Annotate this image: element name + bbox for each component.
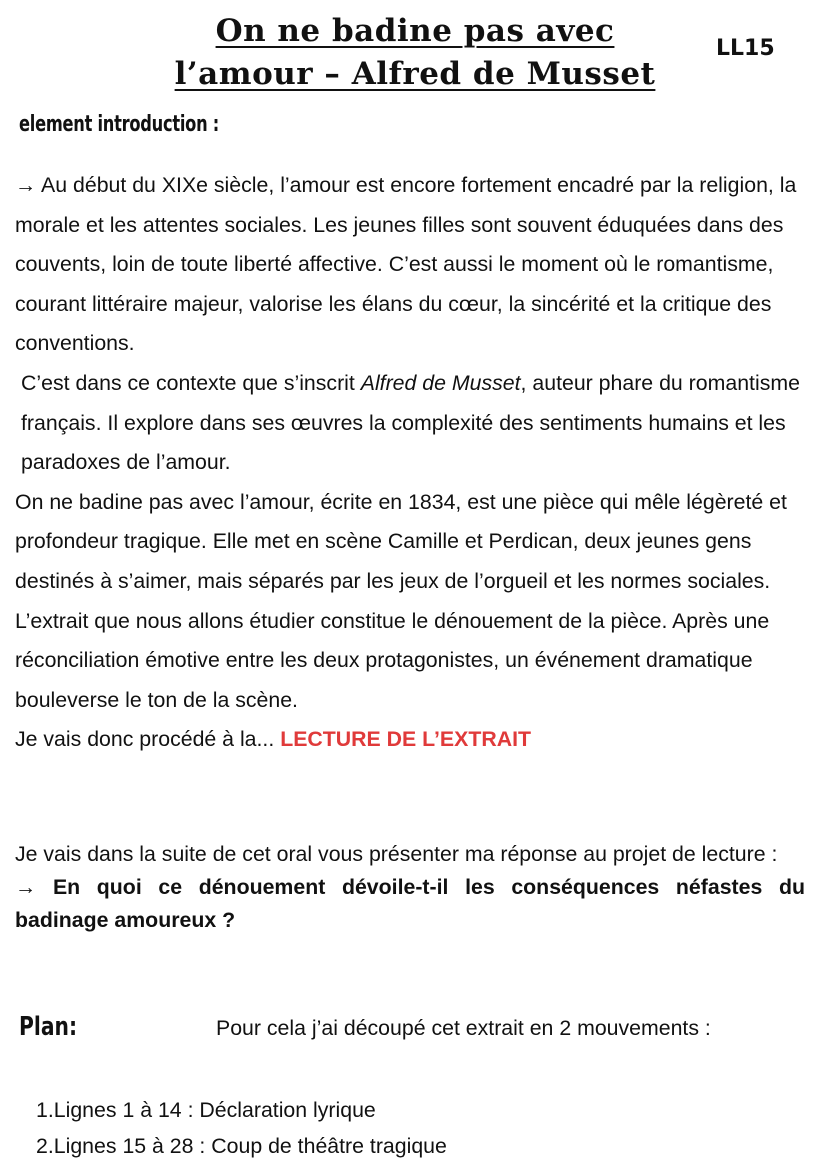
plan-text: Pour cela j’ai découpé cet extrait en 2 mouvements : xyxy=(216,1016,711,1040)
question-text: En quoi ce dénouement dévoile-t-il les conséquences néfastes du badinage amoureux ? xyxy=(15,875,805,932)
intro-paragraph-2 xyxy=(15,364,815,483)
title-line-1: On ne badine pas avec xyxy=(215,13,615,49)
intro-p2-after: , auteur phare du romantisme français. Il explore dans ses œuvres la complexité des sentiments humains et les paradoxes de l’amour. xyxy=(21,370,800,475)
intro-paragraph-5 xyxy=(15,720,815,760)
list-item-label: Lignes 15 à 28 : Coup de théâtre tragique xyxy=(53,1134,447,1158)
plan-list xyxy=(36,1092,447,1164)
list-item xyxy=(36,1128,447,1164)
list-item-number: 1. xyxy=(36,1098,54,1122)
intro-paragraph-4: L’extrait que nous allons étudier constitue le dénouement de la pièce. Après une réconciliation émotive entre les deux protagonistes, un événement dramatique bouleverse le ton de la scène. xyxy=(15,608,770,712)
intro-heading: element introduction : xyxy=(19,112,220,137)
problematic-question xyxy=(15,871,805,937)
document-code: LL15 xyxy=(716,36,775,61)
question-block xyxy=(15,838,805,937)
list-item xyxy=(36,1092,447,1128)
intro-body xyxy=(15,166,815,760)
reading-lead: Je vais donc procédé à la... xyxy=(15,727,281,752)
title-line-2: l’amour – Alfred de Musset xyxy=(174,56,656,92)
list-item-label: Lignes 1 à 14 : Déclaration lyrique xyxy=(53,1098,376,1122)
document-title xyxy=(150,10,680,96)
author-name: Alfred de Musset xyxy=(360,370,521,395)
intro-p2-before: C’est dans ce contexte que s’inscrit xyxy=(21,370,361,395)
intro-paragraph-1: → Au début du XIXe siècle, l’amour est encore fortement encadré par la religion, la morale et les attentes sociales. Les jeunes filles sont souvent éduquées dans des couvents, loin de toute liberté affective. C’est aussi le moment où le romantisme, courant littéraire majeur, valorise les élans du cœur, la sincérité et la critique des conventions. xyxy=(15,173,797,356)
intro-paragraph-3: On ne badine pas avec l’amour, écrite en 1834, est une pièce qui mêle légèreté et profondeur tragique. Elle met en scène Camille et Perdican, deux jeunes gens destinés à s’aimer, mais séparés par les jeux de l’orgueil et les normes sociales. xyxy=(15,489,787,593)
arrow-icon: → xyxy=(15,875,37,899)
list-item-number: 2. xyxy=(36,1134,54,1158)
reading-highlight: LECTURE DE L’EXTRAIT xyxy=(280,727,532,752)
plan-label: Plan: xyxy=(19,1012,78,1042)
question-lead: Je vais dans la suite de cet oral vous présenter ma réponse au projet de lecture : xyxy=(15,842,778,866)
